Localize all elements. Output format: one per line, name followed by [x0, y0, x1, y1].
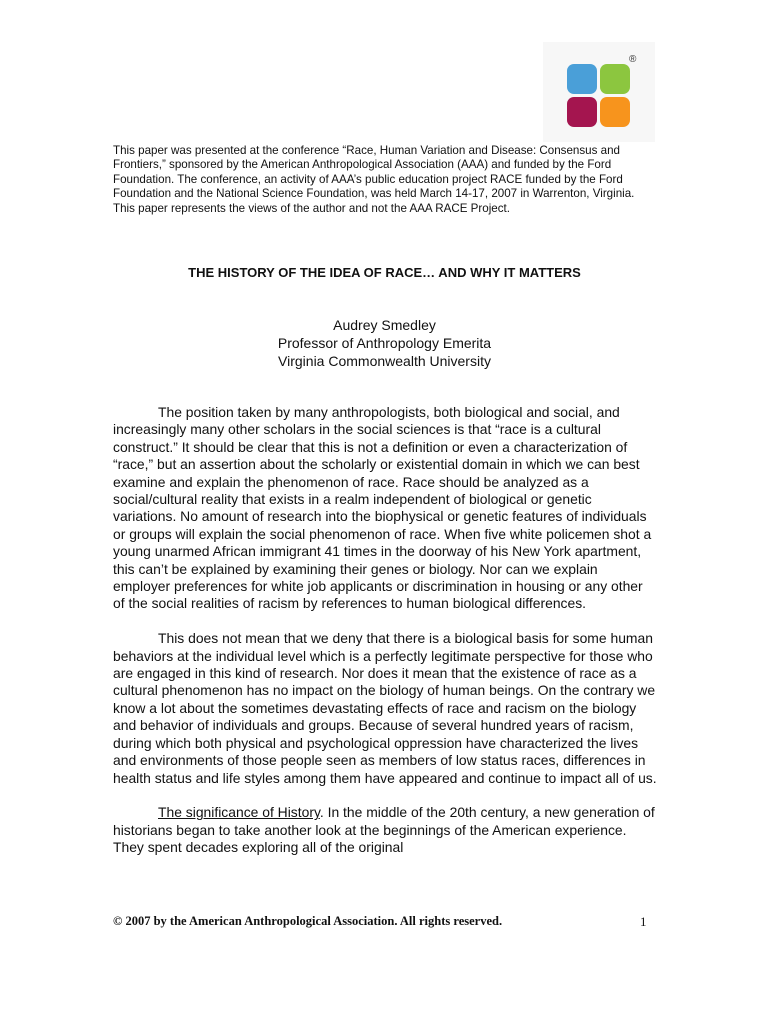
- logo-tile-magenta: [567, 97, 597, 127]
- author-institution: Virginia Commonwealth University: [278, 353, 491, 369]
- paper-title: THE HISTORY OF THE IDEA OF RACE… AND WHY IT MATTERS: [188, 265, 581, 280]
- paragraph-1: The position taken by many anthropologists, both biological and social, and increasingly many other scholars in the social sciences is that “race is a cultural construct.” It should be clear that this is not a definition or even a characterization of “race,” but an assertion about the scholarly or existential domain in which we can best examine and explain the phenomenon of race. Race should be analyzed as a social/cultural reality that exists in a realm independent of biological or genetic variations. No amount of research into the biophysical or genetic features of individuals or groups will explain the social phenomenon of race. When five white policemen shot a young unarmed African immigrant 41 times in the doorway of his New York apartment, this can’t be explained by examining their genes or biology. Nor can we explain employer preferences for white job applicants or discrimination in housing or any other of the social realities of racism by references to human biological differences.: [113, 404, 652, 612]
- logo-tile-orange: [600, 97, 630, 127]
- registered-trademark-icon: ®: [629, 54, 637, 65]
- page-number: 1: [640, 914, 647, 929]
- race-logo: [543, 42, 655, 142]
- copyright-footer: © 2007 by the American Anthropological Association. All rights reserved.: [113, 914, 503, 928]
- author-name: Audrey Smedley: [333, 317, 436, 333]
- paragraph-3: [113, 804, 658, 856]
- conference-note: This paper was presented at the conference “Race, Human Variation and Disease: Consensus and Frontiers,” sponsored by the American Anthropological Association (AAA) and funded by the Ford Foundation. The conference, an activity of AAA’s public education project RACE funded by the Ford Foundation and the National Science Foundation, was held March 14-17, 2007 in Warrenton, Virginia. This paper represents the views of the author and not the AAA RACE Project.: [113, 144, 635, 215]
- paragraph-3-text: . In the middle of the 20th century, a new generation of historians began to take another look at the beginnings of the American experience. They spent decades exploring all of the original: [113, 804, 655, 856]
- author-position: Professor of Anthropology Emerita: [277, 335, 492, 351]
- logo-tile-green: [600, 64, 630, 94]
- logo-tile-blue: [567, 64, 597, 94]
- paragraph-2: This does not mean that we deny that there is a biological basis for some human behaviors at the individual level which is a perfectly legitimate perspective for those who are engaged in this kind of research. Nor does it mean that the existence of race as a cultural phenomenon has no impact on the biology of human beings. On the contrary we know a lot about the sometimes devastating effects of race and racism on the biology and behavior of individuals and groups. Because of several hundred years of racism, during which both physical and psychological oppression have characterized the lives and environments of those people seen as members of low status races, differences in health status and life styles among them have appeared and continue to impact all of us.: [113, 630, 657, 786]
- body-text: [113, 404, 658, 874]
- author-block: [113, 316, 656, 370]
- section-heading-history: The significance of History: [158, 804, 320, 821]
